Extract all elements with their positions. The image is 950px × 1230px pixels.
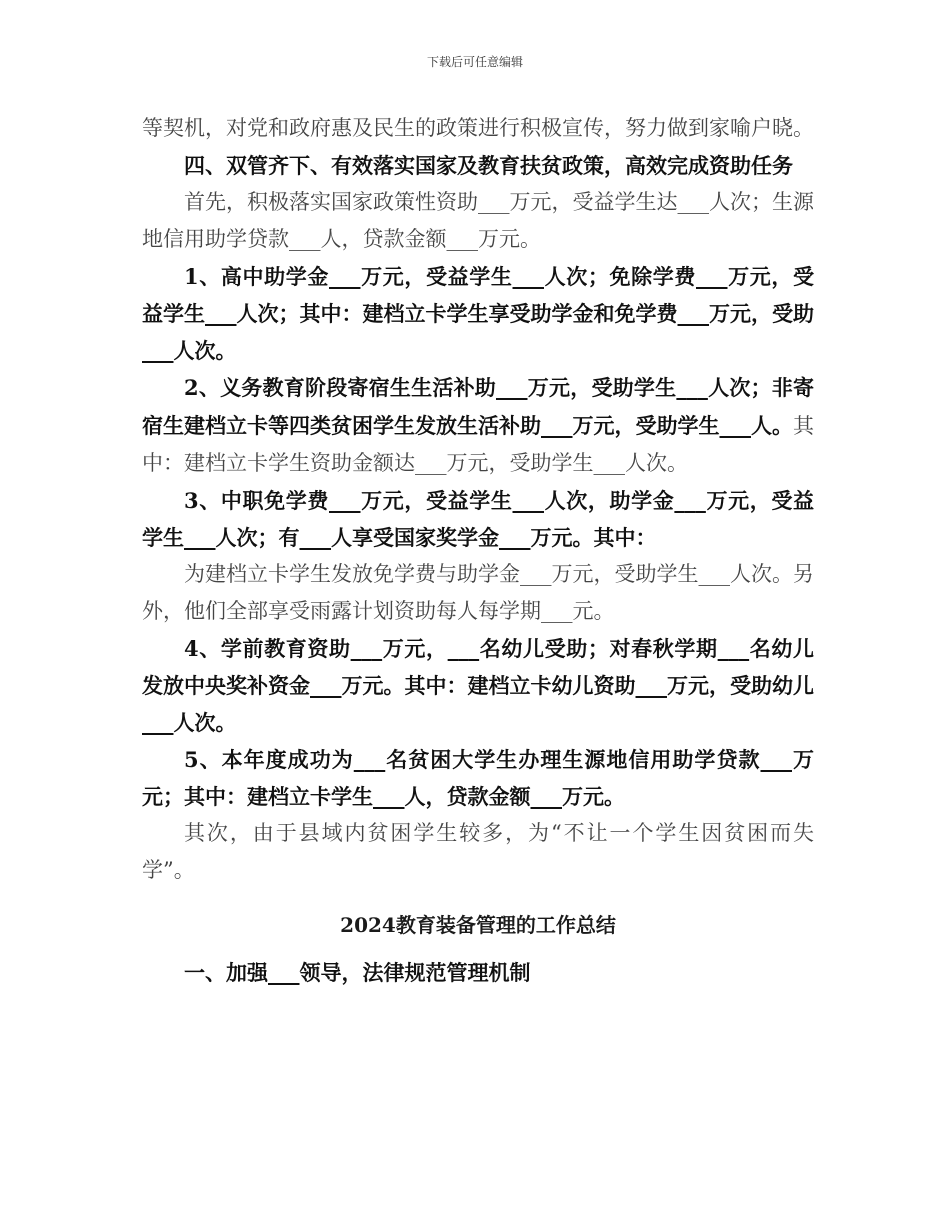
section-four-heading: 四、双管齐下、有效落实国家及教育扶贫政策，高效完成资助任务 — [184, 153, 793, 178]
item-5-loans: 5、本年度成功为___名贫困大学生办理生源地信用助学贷款___万元；其中：建档立卡学生___人，贷款金额___万元。 — [142, 747, 814, 809]
document-body — [142, 110, 814, 991]
item-3-vocational: 3、中职免学费___万元，受益学生___人次，助学金___万元，受益学生___人次；有___人享受国家奖学金___万元。其中： — [142, 488, 814, 550]
item-2-compulsory — [142, 369, 814, 482]
item-2-light: 其中：建档立卡学生资助金额达___万元，受助学生___人次。 — [142, 414, 814, 475]
item-1-high-school: 1、高中助学金___万元，受益学生___人次；免除学费___万元，受益学生___人次；其中：建档立卡学生享受助学金和免学费___万元，受助___人次。 — [142, 264, 814, 363]
item-4-preschool: 4、学前教育资助___万元，___名幼儿受助；对春秋学期___名幼儿发放中央奖补资金___万元。其中：建档立卡幼儿资助___万元，受助幼儿___人次。 — [142, 636, 814, 735]
section-one-heading: 一、加强___领导，法律规范管理机制 — [184, 960, 531, 985]
paragraph-vocational-detail: 为建档立卡学生发放免学费与助学金___万元，受助学生___人次。另外，他们全部享受雨露计划资助每人每学期___元。 — [142, 562, 814, 623]
paragraph-second: 其次，由于县域内贫困学生较多，为“不让一个学生因贫困而失学”。 — [142, 821, 814, 882]
item-2-bold: 2、义务教育阶段寄宿生生活补助___万元，受助学生___人次；非寄宿生建档立卡等四类贫困学生发放生活补助___万元，受助学生___人。 — [142, 375, 815, 438]
paragraph-continuation: 等契机，对党和政府惠及民生的政策进行积极宣传，努力做到家喻户晓。 — [142, 116, 814, 140]
page-header: 下载后可任意编辑 — [426, 55, 523, 69]
paragraph-first: 首先，积极落实国家政策性资助___万元，受益学生达___人次；生源地信用助学贷款___人，贷款金额___万元。 — [142, 190, 814, 251]
section-title: 2024教育装备管理的工作总结 — [340, 913, 616, 937]
